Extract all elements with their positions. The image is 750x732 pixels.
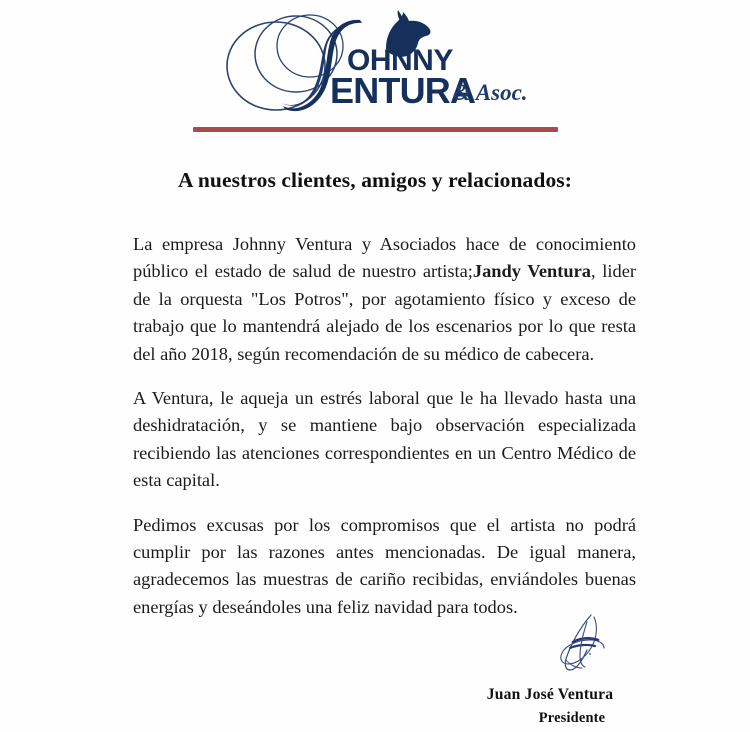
logo-svg xyxy=(210,8,540,120)
signatory-title: Presidente xyxy=(538,710,606,726)
header-divider-rule xyxy=(193,127,558,132)
logo-brand-line-1: OHNNY xyxy=(347,44,453,77)
paragraph-3 xyxy=(133,512,636,622)
body-text: A Ventura, le aqueja un estrés laboral que le ha llevado hasta una deshidratación, y se mantiene bajo observación especializada recibiendo las atenciones correspondientes en un Centro Médico de esta capital. xyxy=(133,388,636,491)
handwritten-signature-icon xyxy=(550,612,620,674)
paragraph-1 xyxy=(133,231,636,368)
emphasis-text: Jandy Ventura xyxy=(472,261,591,282)
letter-body xyxy=(133,231,636,621)
body-text: Pedimos excusas por los compromisos que el artista no podrá cumplir por las razones antes mencionadas. De igual manera, agradecemos las muestras de cariño recibidas, enviándoles buenas energías y deseándoles una feliz navidad para todos. xyxy=(133,514,636,617)
signatory-name: Juan José Ventura xyxy=(486,686,614,703)
logo-suffix: & Asoc. xyxy=(453,80,528,105)
paragraph-2 xyxy=(133,385,636,495)
company-logo xyxy=(0,8,750,120)
body-text: , lider de la orquesta "Los Potros", por agotamiento físico y exceso de trabajo que lo mantendrá alejado de los escenarios por lo que resta del año 2018, según recomendación de su médico de cabecera. xyxy=(133,261,636,364)
page-title: A nuestros clientes, amigos y relacionados: xyxy=(177,168,573,192)
body-text: La empresa Johnny Ventura y Asociados hace de conocimiento público el estado de salud de nuestro artista; xyxy=(133,234,636,282)
signature-block xyxy=(430,612,670,727)
logo-brand-line-2: ENTURA xyxy=(330,70,476,111)
